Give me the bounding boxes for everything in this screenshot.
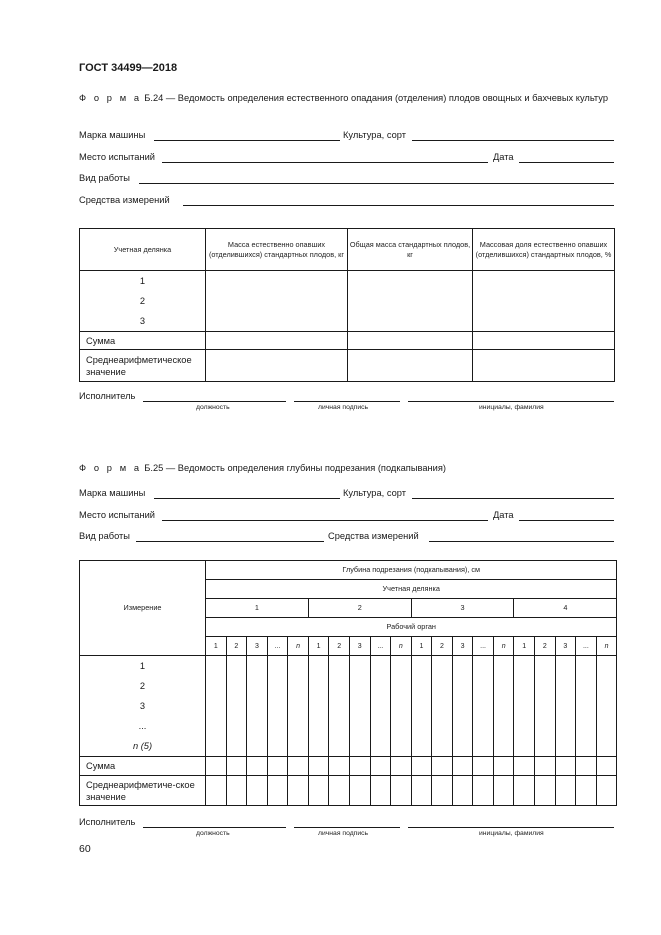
form24-col-mass: Масса естественно опавших (отделившихся) стандартных плодов, кг — [206, 229, 348, 271]
form25-organ-col-number: 1 — [308, 637, 329, 656]
form25-organ-col-number: 1 — [206, 637, 227, 656]
form25-cell[interactable] — [329, 776, 350, 806]
form25-cell[interactable] — [206, 656, 227, 757]
form25-cell[interactable] — [596, 776, 617, 806]
form25-cell[interactable] — [493, 757, 514, 776]
form24-position-caption: должность — [196, 404, 230, 411]
form25-cell[interactable] — [349, 656, 370, 757]
form25-date-label: Дата — [493, 510, 514, 520]
form25-sum-label: Сумма — [80, 757, 206, 776]
form24-date-label: Дата — [493, 152, 514, 162]
form25-name-line[interactable] — [408, 827, 614, 828]
form25-cell[interactable] — [555, 757, 576, 776]
form25-organ-header: Рабочий орган — [206, 618, 617, 637]
form24-title — [79, 92, 614, 105]
form25-organ-col-number: 1 — [514, 637, 535, 656]
form24-position-line[interactable] — [143, 401, 286, 402]
form24-cell[interactable] — [348, 350, 473, 382]
form25-plot-header: Учетная делянка — [206, 580, 617, 599]
form25-machine-label: Марка машины — [79, 488, 146, 498]
form25-cell[interactable] — [349, 776, 370, 806]
form25-cell[interactable] — [329, 757, 350, 776]
form25-measure-numbers — [80, 656, 206, 757]
form25-measure-row: 3 — [139, 701, 146, 711]
form25-col-measure: Измерение — [80, 561, 206, 656]
form24-col-total: Общая масса стандартных плодов, кг — [348, 229, 473, 271]
form24-place-label: Место испытаний — [79, 152, 155, 162]
form25-organ-col-number: 2 — [226, 637, 247, 656]
form25-organ-col-number: ... — [576, 637, 597, 656]
form25-organ-col-number: n — [391, 637, 412, 656]
form25-cell[interactable] — [267, 776, 288, 806]
form25-cell[interactable] — [493, 656, 514, 757]
form25-cell[interactable] — [535, 776, 556, 806]
form24-sum-label: Сумма — [80, 332, 206, 350]
form25-cell[interactable] — [452, 656, 473, 757]
form25-cell[interactable] — [411, 757, 432, 776]
form25-cell[interactable] — [473, 757, 494, 776]
form25-work-label: Вид работы — [79, 531, 130, 541]
form25-cell[interactable] — [288, 757, 309, 776]
form25-plot-number: 3 — [411, 599, 514, 618]
form25-measure-row: 1 — [139, 661, 146, 671]
form25-cell[interactable] — [391, 656, 412, 757]
form25-plot-number: 4 — [514, 599, 617, 618]
form24-tools-line[interactable] — [183, 205, 614, 206]
form24-cell[interactable] — [348, 332, 473, 350]
form25-cell[interactable] — [370, 656, 391, 757]
form25-cell[interactable] — [535, 757, 556, 776]
form24-place-line[interactable] — [162, 162, 488, 163]
form24-cell[interactable] — [206, 271, 348, 332]
form25-position-line[interactable] — [143, 827, 286, 828]
form24-row-1: 1 — [139, 276, 146, 286]
form24-name-line[interactable] — [408, 401, 614, 402]
form25-organ-col-number: 3 — [555, 637, 576, 656]
form24-crop-line[interactable] — [412, 140, 614, 141]
form24-cell[interactable] — [348, 271, 473, 332]
form25-organ-col-number: 3 — [349, 637, 370, 656]
form25-organ-col-number: 2 — [535, 637, 556, 656]
form25-cell[interactable] — [411, 776, 432, 806]
form25-organ-col-number: 3 — [247, 637, 268, 656]
form25-cell[interactable] — [514, 656, 535, 757]
form25-measure-row: 2 — [139, 681, 146, 691]
form25-cell[interactable] — [247, 757, 268, 776]
form25-cell[interactable] — [576, 776, 597, 806]
form25-executor-label: Исполнитель — [79, 817, 136, 827]
form25-table — [79, 560, 617, 806]
form25-cell[interactable] — [432, 757, 453, 776]
form25-cell[interactable] — [206, 776, 227, 806]
form25-cell[interactable] — [452, 776, 473, 806]
form24-cell[interactable] — [206, 332, 348, 350]
form25-cell[interactable] — [391, 757, 412, 776]
form25-organ-col-number: 2 — [329, 637, 350, 656]
form25-cell[interactable] — [473, 656, 494, 757]
form24-tools-label: Средства измерений — [79, 195, 170, 205]
form25-tools-line[interactable] — [429, 541, 614, 542]
form25-title-text: Б.25 — Ведомость определения глубины подрезания (подкапывания) — [144, 463, 446, 473]
form25-position-caption: должность — [196, 830, 230, 837]
form25-organ-col-number: 3 — [452, 637, 473, 656]
form25-plot-number: 2 — [308, 599, 411, 618]
form25-cell[interactable] — [370, 757, 391, 776]
form24-plot-numbers — [80, 271, 206, 332]
form25-crop-label: Культура, сорт — [343, 488, 406, 498]
form25-cell[interactable] — [267, 656, 288, 757]
form24-row-3: 3 — [139, 316, 146, 326]
form24-date-line[interactable] — [519, 162, 614, 163]
form24-executor-label: Исполнитель — [79, 391, 136, 401]
form25-cell[interactable] — [226, 656, 247, 757]
form25-cell[interactable] — [349, 757, 370, 776]
form24-col-plot: Учетная делянка — [80, 229, 206, 271]
page-number: 60 — [79, 843, 91, 855]
form25-organ-col-number: n — [493, 637, 514, 656]
form24-sign-line[interactable] — [294, 401, 400, 402]
form24-cell[interactable] — [473, 332, 615, 350]
form25-form-word: Ф о р м а — [79, 463, 142, 473]
form25-depth-header: Глубина подрезания (подкапывания), см — [206, 561, 617, 580]
form25-name-caption: инициалы, фамилия — [479, 830, 544, 837]
form25-organ-col-number: ... — [473, 637, 494, 656]
form24-cell[interactable] — [206, 350, 348, 382]
form24-crop-label: Культура, сорт — [343, 130, 406, 140]
form25-organ-col-number: ... — [370, 637, 391, 656]
form24-mean-label: Среднеарифметическое значение — [80, 350, 206, 382]
form25-work-line[interactable] — [136, 541, 324, 542]
form24-col-share: Массовая доля естественно опавших (отделившихся) стандартных плодов, % — [473, 229, 615, 271]
form24-machine-line[interactable] — [154, 140, 340, 141]
form25-cell[interactable] — [308, 776, 329, 806]
form25-place-line[interactable] — [162, 520, 488, 521]
form24-work-label: Вид работы — [79, 173, 130, 183]
form25-cell[interactable] — [391, 776, 412, 806]
form25-cell[interactable] — [308, 757, 329, 776]
form25-cell[interactable] — [329, 656, 350, 757]
form25-mean-label: Среднеарифметиче-ское значение — [80, 776, 206, 806]
form25-cell[interactable] — [555, 776, 576, 806]
form25-cell[interactable] — [596, 656, 617, 757]
form25-cell[interactable] — [206, 757, 227, 776]
form25-plot-number: 1 — [206, 599, 309, 618]
form25-cell[interactable] — [247, 776, 268, 806]
form25-cell[interactable] — [493, 776, 514, 806]
form25-cell[interactable] — [596, 757, 617, 776]
form25-sign-line[interactable] — [294, 827, 400, 828]
form25-cell[interactable] — [267, 757, 288, 776]
form25-organ-col-number: 2 — [432, 637, 453, 656]
form25-place-label: Место испытаний — [79, 510, 155, 520]
form24-cell[interactable] — [473, 350, 615, 382]
form24-cell[interactable] — [473, 271, 615, 332]
form25-measure-row: ... — [138, 721, 147, 731]
form25-cell[interactable] — [247, 656, 268, 757]
form25-cell[interactable] — [288, 656, 309, 757]
form25-crop-line[interactable] — [412, 498, 614, 499]
form25-cell[interactable] — [514, 776, 535, 806]
form24-sign-caption: личная подпись — [318, 404, 369, 411]
form25-cell[interactable] — [411, 656, 432, 757]
form24-title-text: Б.24 — Ведомость определения естественного опадания (отделения) плодов овощных и бахчевых культур — [144, 93, 609, 103]
form25-sign-caption: личная подпись — [318, 830, 369, 837]
form24-form-word: Ф о р м а — [79, 93, 142, 103]
form25-cell[interactable] — [514, 757, 535, 776]
form25-tools-label: Средства измерений — [328, 531, 419, 541]
form25-cell[interactable] — [535, 656, 556, 757]
form25-cell[interactable] — [432, 776, 453, 806]
form25-machine-line[interactable] — [154, 498, 340, 499]
form25-date-line[interactable] — [519, 520, 614, 521]
form25-cell[interactable] — [576, 757, 597, 776]
doc-code: ГОСТ 34499—2018 — [79, 62, 178, 74]
form25-cell[interactable] — [576, 656, 597, 757]
form25-cell[interactable] — [308, 656, 329, 757]
form25-cell[interactable] — [226, 757, 247, 776]
form25-organ-col-number: n — [596, 637, 617, 656]
form25-title — [79, 462, 614, 475]
form25-cell[interactable] — [452, 757, 473, 776]
form25-organ-col-number: 1 — [411, 637, 432, 656]
form25-measure-row: n (5) — [132, 741, 153, 751]
form24-name-caption: инициалы, фамилия — [479, 404, 544, 411]
form25-cell[interactable] — [288, 776, 309, 806]
form25-cell[interactable] — [555, 656, 576, 757]
form25-organ-col-number: n — [288, 637, 309, 656]
form25-organ-col-number: ... — [267, 637, 288, 656]
form24-machine-label: Марка машины — [79, 130, 146, 140]
form25-cell[interactable] — [226, 776, 247, 806]
form24-work-line[interactable] — [139, 183, 614, 184]
form25-cell[interactable] — [370, 776, 391, 806]
form25-cell[interactable] — [473, 776, 494, 806]
form24-row-2: 2 — [139, 296, 146, 306]
form25-cell[interactable] — [432, 656, 453, 757]
form24-table — [79, 228, 615, 382]
